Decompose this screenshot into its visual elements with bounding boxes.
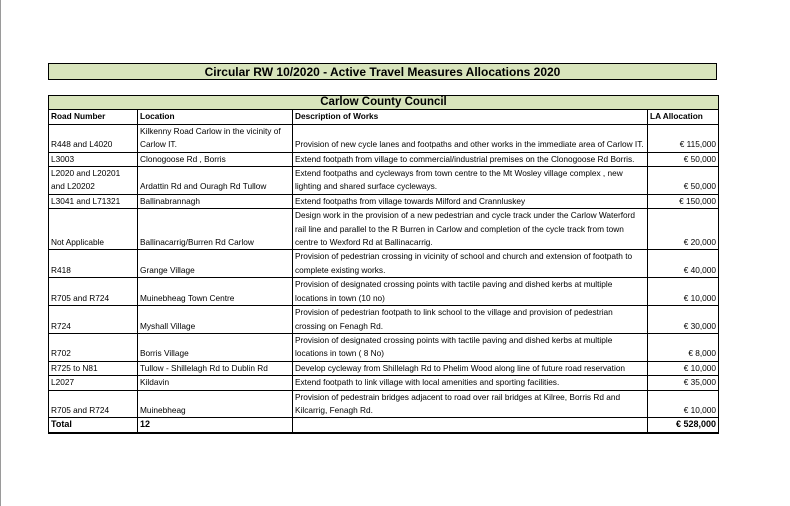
header-location: Location	[138, 110, 293, 124]
allocation-cell: € 10,000	[648, 390, 719, 418]
total-description-empty	[293, 418, 648, 433]
road-number-cell: R448 and L4020	[49, 124, 138, 152]
description-cell: Design work in the provision of a new pedestrian and cycle track under the Carlow Waterford rail line and parallel to the R Burren in Carlow and completion of the cycle track from town centre to Wexford Rd at Ballinacarrig.	[293, 209, 648, 250]
description-cell: Provision of designated crossing points with tactile paving and dished kerbs at multiple locations in town ( 8 No)	[293, 333, 648, 361]
description-cell: Provision of pedestrian crossing in vicinity of school and church and extension of footpath to complete existing works.	[293, 250, 648, 278]
location-cell: Kildavin	[138, 376, 293, 390]
description-cell: Provision of designated crossing points with tactile paving and dished kerbs at multiple locations in town (10 no)	[293, 278, 648, 306]
table-row	[49, 361, 719, 375]
total-allocation: € 528,000	[648, 418, 719, 433]
table-row	[49, 306, 719, 334]
road-number-cell: L3041 and L71321	[49, 194, 138, 208]
location-cell: Ballinabrannagh	[138, 194, 293, 208]
allocation-cell: € 50,000	[648, 167, 719, 195]
table-row	[49, 194, 719, 208]
allocation-cell: € 8,000	[648, 333, 719, 361]
description-cell: Provision of pedestrian footpath to link school to the village and provision of pedestrian crossing on Fenagh Rd.	[293, 306, 648, 334]
road-number-cell: L3003	[49, 152, 138, 166]
allocation-cell: € 10,000	[648, 361, 719, 375]
table-row	[49, 390, 719, 418]
table-row	[49, 124, 719, 152]
description-cell: Extend footpath to link village with local amenities and sporting facilities.	[293, 376, 648, 390]
description-cell: Provision of pedestrain bridges adjacent to road over rail bridges at Kilree, Borris Rd and Kilcarrig, Fenagh Rd.	[293, 390, 648, 418]
road-number-cell: R724	[49, 306, 138, 334]
road-number-cell: Not Applicable	[49, 209, 138, 250]
location-cell: Ardattin Rd and Ouragh Rd Tullow	[138, 167, 293, 195]
allocations-table	[48, 95, 719, 434]
table-row	[49, 250, 719, 278]
description-cell: Extend footpath from village to commercial/industrial premises on the Clonogoose Rd Borris.	[293, 152, 648, 166]
location-cell: Ballinacarrig/Burren Rd Carlow	[138, 209, 293, 250]
road-number-cell: R705 and R724	[49, 390, 138, 418]
allocation-cell: € 115,000	[648, 124, 719, 152]
location-cell: Borris Village	[138, 333, 293, 361]
location-cell: Grange Village	[138, 250, 293, 278]
road-number-cell: R725 to N81	[49, 361, 138, 375]
council-name: Carlow County Council	[49, 96, 719, 110]
road-number-cell: R702	[49, 333, 138, 361]
table-row	[49, 278, 719, 306]
header-road-number: Road Number	[49, 110, 138, 124]
total-label: Total	[49, 418, 138, 433]
road-number-cell: L2020 and L20201 and L20202	[49, 167, 138, 195]
location-cell: Muinebheag Town Centre	[138, 278, 293, 306]
header-description: Description of Works	[293, 110, 648, 124]
allocation-cell: € 50,000	[648, 152, 719, 166]
total-count: 12	[138, 418, 293, 433]
allocation-cell: € 40,000	[648, 250, 719, 278]
description-cell: Extend footpaths from village towards Milford and Crannluskey	[293, 194, 648, 208]
location-cell: Myshall Village	[138, 306, 293, 334]
total-row	[49, 418, 719, 433]
table-row	[49, 209, 719, 250]
location-cell: Tullow - Shillelagh Rd to Dublin Rd	[138, 361, 293, 375]
table-row	[49, 167, 719, 195]
table-row	[49, 152, 719, 166]
allocation-cell: € 10,000	[648, 278, 719, 306]
page-edge-rule	[0, 0, 1, 506]
road-number-cell: R705 and R724	[49, 278, 138, 306]
road-number-cell: L2027	[49, 376, 138, 390]
location-cell: Kilkenny Road Carlow in the vicinity of Carlow IT.	[138, 124, 293, 152]
location-cell: Clonogoose Rd , Borris	[138, 152, 293, 166]
allocation-cell: € 35,000	[648, 376, 719, 390]
table-row	[49, 333, 719, 361]
table-row	[49, 376, 719, 390]
description-cell: Provision of new cycle lanes and footpaths and other works in the immediate area of Carlow IT.	[293, 124, 648, 152]
description-cell: Develop cycleway from Shillelagh Rd to Phelim Wood along line of future road reservation	[293, 361, 648, 375]
road-number-cell: R418	[49, 250, 138, 278]
description-cell: Extend footpaths and cycleways from town centre to the Mt Wosley village complex , new lighting and shared surface cycleways.	[293, 167, 648, 195]
allocation-cell: € 20,000	[648, 209, 719, 250]
location-cell: Muinebheag	[138, 390, 293, 418]
allocation-cell: € 30,000	[648, 306, 719, 334]
header-row	[49, 110, 719, 124]
page-title: Circular RW 10/2020 - Active Travel Measures Allocations 2020	[48, 63, 717, 80]
allocation-cell: € 150,000	[648, 194, 719, 208]
header-allocation: LA Allocation	[648, 110, 719, 124]
council-row	[49, 96, 719, 110]
